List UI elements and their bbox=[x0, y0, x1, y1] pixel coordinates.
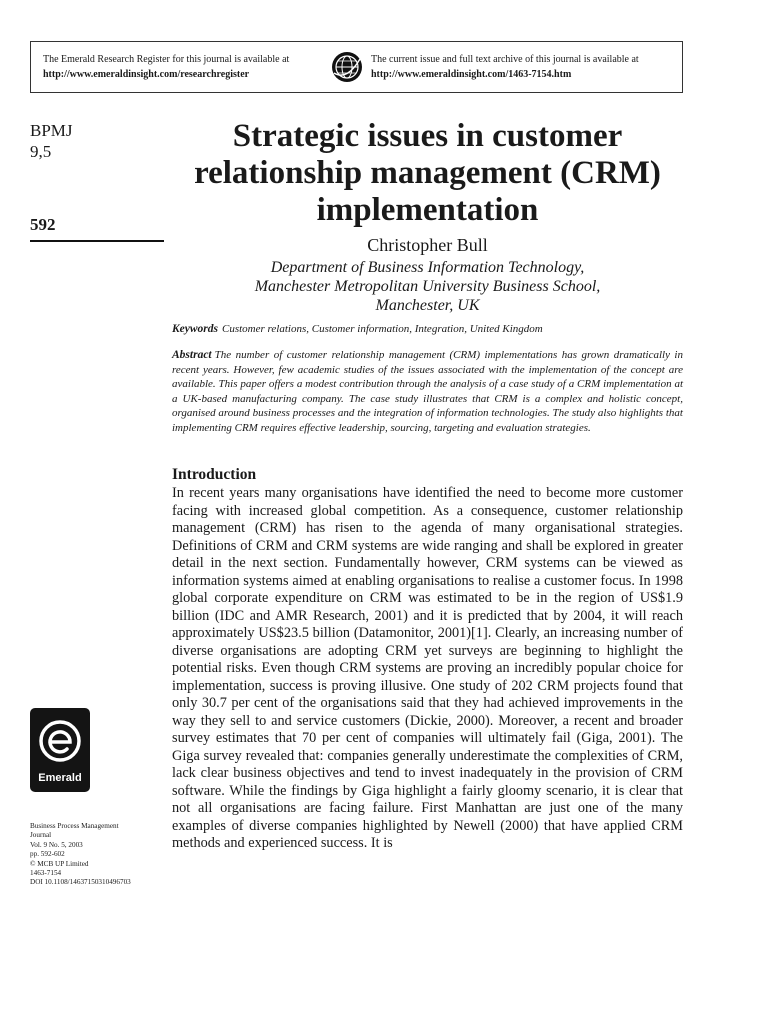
availability-header-box bbox=[30, 41, 683, 93]
journal-info-line: DOI 10.1108/14637150310496703 bbox=[30, 878, 131, 887]
keywords-text: Customer relations, Customer information, Integration, United Kingdom bbox=[222, 323, 543, 335]
abstract bbox=[172, 348, 683, 436]
volume-issue: 9,5 bbox=[30, 142, 52, 161]
full-text-archive-link[interactable]: http://www.emeraldinsight.com/1463-7154.htm bbox=[371, 69, 572, 80]
author-name: Christopher Bull bbox=[367, 235, 488, 255]
journal-info-line: pp. 592-602 bbox=[30, 850, 65, 859]
page-number: 592 bbox=[30, 215, 56, 234]
section-heading-introduction: Introduction bbox=[172, 466, 257, 483]
journal-code bbox=[30, 120, 73, 162]
emerald-logo-text: Emerald bbox=[38, 772, 82, 784]
article-title: Strategic issues in customer relationship management (CRM) implementation bbox=[194, 118, 661, 228]
research-register-link[interactable]: http://www.emeraldinsight.com/researchregister bbox=[43, 69, 250, 80]
author-affiliation bbox=[172, 258, 683, 315]
journal-abbrev: BPMJ bbox=[30, 121, 73, 140]
journal-info-line: Journal bbox=[30, 831, 52, 840]
journal-info-line: 1463-7154 bbox=[30, 869, 62, 878]
globe-icon bbox=[331, 51, 363, 83]
affiliation-line: Department of Business Information Technology, bbox=[270, 259, 585, 276]
affiliation-line: Manchester Metropolitan University Business School, bbox=[254, 278, 601, 295]
research-register-notice bbox=[43, 52, 289, 82]
full-text-archive-text: The current issue and full text archive of this journal is available at bbox=[371, 54, 639, 65]
keywords bbox=[172, 323, 683, 335]
journal-info-line: Business Process Management bbox=[30, 822, 119, 830]
journal-info-line: Vol. 9 No. 5, 2003 bbox=[30, 840, 83, 849]
journal-info-line: © MCB UP Limited bbox=[30, 859, 89, 868]
affiliation-line: Manchester, UK bbox=[375, 297, 480, 314]
full-text-archive-notice bbox=[371, 52, 639, 82]
research-register-text: The Emerald Research Register for this journal is available at bbox=[43, 54, 290, 65]
abstract-label: Abstract bbox=[172, 349, 212, 361]
abstract-text: The number of customer relationship management (CRM) implementations has grown dramatically in recent years. However, few academic studies of the issues associated with the implementation of the concept are available. This paper offers a modest contribution through the analysis of a case study of a CRM implementation at a UK-based manufacturing company. The case study illustrates that CRM is a complex and holistic concept, organised around business processes and the integration of information technologies. The study also highlights that implementing CRM requires effective leadership, sourcing, targeting and evaluation strategies. bbox=[172, 349, 683, 434]
emerald-logo bbox=[30, 708, 90, 792]
emerald-e-icon bbox=[37, 716, 83, 766]
introduction-paragraph: In recent years many organisations have identified the need to become more customer facing with increased global competition. As a consequence, customer relationship management (CRM) has risen to the agenda of many organisational strategies. Definitions of CRM and CRM systems are wide ranging and shall be explored in greater detail in the next section. Fundamentally however, CRM systems can be viewed as information systems aimed at enabling organisations to realise a customer focus. In 1998 global corporate expenditure on CRM was estimated to be in the region of US$1.9 billion (IDC and AMR Research, 2001) and it is predicted that by 2004, it will reach approximately US$23.5 billion (Datamonitor, 2001)[1]. Clearly, an increasing number of diverse organisations are adopting CRM yet surveys are beginning to highlight the potential risks. Even though CRM systems are proving an incredibly popular choice for implementation, success is proving illusive. One study of 202 CRM projects found that only 30.7 per cent of the organisations said that they had achieved improvements in the way they sell to and service customers (Dickie, 2000). Moreover, a recent and broader survey estimates that 70 per cent of companies will ultimately fail (Giga, 2001). The Giga survey revealed that: companies generally underestimate the complexities of CRM, lack clear business objectives and tend to invest inadequately in the provision of CRM software. While the findings by Giga highlight a fairly gloomy scenario, it is clear that not all organisations are facing failure. First Manhattan are just one of the many examples of diverse companies highlighted by Newell (2000) that have applied CRM methods and experienced success. It is bbox=[172, 485, 683, 851]
journal-citation-info bbox=[30, 822, 170, 888]
page-number-rule bbox=[30, 240, 164, 242]
keywords-label: Keywords bbox=[172, 323, 218, 335]
